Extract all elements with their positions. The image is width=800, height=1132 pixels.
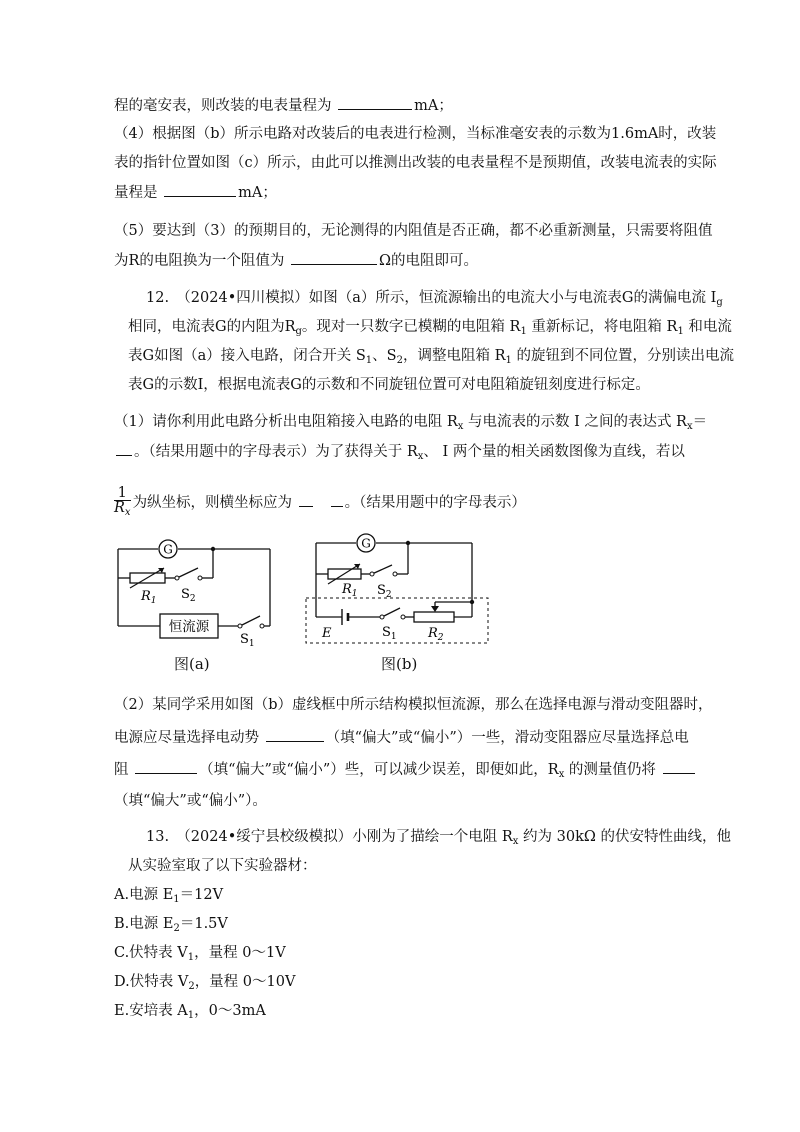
figure-a-caption: 图(a) (174, 655, 210, 673)
s1-label: $S_1$ (240, 632, 255, 649)
question-12-line: 表G的示数I，根据电流表G的示数和不同旋钮位置可对电阻箱旋钮刻度进行标定。 (128, 377, 650, 393)
part-2-line: （2）某同学采用如图（b）虚线框中所示结构模拟恒流源，那么在选择电源与滑动变阻器时， (114, 697, 713, 713)
text-line: 程的毫安表，则改装的电表量程为 mA； (114, 95, 453, 116)
source-label: 恒流源 (168, 619, 210, 635)
question-13-line: 13. （2024•绥宁县校级模拟）小刚为了描绘一个电阻 $R_x$ 约为 30kΩ 的伏安特性曲线，他 (146, 829, 732, 847)
s2-label: $S_2$ (181, 587, 196, 604)
variable-resistor-arrow (328, 564, 360, 584)
answer-blank[interactable] (266, 727, 324, 742)
part-2-line: （填“偏大”或“偏小”）。 (114, 793, 267, 809)
meter-label: G (163, 542, 173, 557)
text-line: （5）要达到（3）的预期目的，无论测得的内阻值是否正确，都不必重新测量，只需要将阻值 (114, 223, 713, 239)
question-12-line: 表G如图（a）接入电路，闭合开关 $S_1$、$S_2$，调整电阻箱 $R_1$ 的旋钮到不同位置，分别读出电流 (128, 348, 734, 366)
fraction: $\frac{1}{R_x}$ (114, 485, 131, 518)
answer-blank[interactable] (135, 759, 197, 774)
text-line: 为R的电阻换为一个阻值为 Ω的电阻即可。 (114, 250, 478, 271)
option-c: C.伏特表 $V_1$，量程 0～1V (114, 945, 286, 963)
option-e: E.安培表 $A_1$，0～3mA (114, 1003, 266, 1021)
s2-label: $S_2$ (377, 583, 392, 600)
emf-label: E (322, 626, 332, 641)
part-1-line: 。（结果用题中的字母表示）为了获得关于 $R_x$、 I 两个量的相关函数图像为直线，若以 (114, 441, 685, 467)
answer-blank[interactable] (663, 759, 695, 774)
constant-source-dashed-box (306, 598, 488, 643)
part-1-line: $\frac{1}{R_x}$ 为纵坐标，则横坐标应为 。（结果用题中的字母表示） (114, 485, 526, 518)
option-a: A.电源 $E_1=12V$ (114, 887, 224, 905)
r1-label: $R_1$ (141, 589, 157, 606)
answer-blank[interactable] (331, 492, 343, 507)
part-2-line: 阻 （填“偏大”或“偏小”）些，可以减少误差，即便如此，$R_x$ 的测量值仍将 (114, 759, 697, 785)
text-line: （4）根据图（b）所示电路对改装后的电表进行检测，当标准毫安表的示数为1.6mA时，改装 (114, 126, 717, 142)
question-12-line: 相同，电流表G的内阻为$R_g$。现对一只数字已模糊的电阻箱 $R_1$ 重新标记，将电阻箱 $R_1$ 和电流 (128, 319, 732, 337)
answer-blank[interactable] (116, 441, 132, 456)
circuit-figure-a (100, 530, 300, 650)
question-12-line: 12. （2024•四川模拟）如图（a）所示，恒流源输出的电流大小与电流表G的满偏电流 $I_g$ (146, 290, 723, 308)
part-2-line: 电源应尽量选择电动势 （填“偏大”或“偏小”）一些，滑动变阻器应尽量选择总电 (114, 727, 689, 748)
slider-arrow-icon (431, 606, 439, 612)
answer-blank[interactable] (299, 492, 313, 507)
answer-blank[interactable] (164, 182, 236, 197)
answer-blank[interactable] (291, 250, 377, 265)
part-1-line: （1）请你利用此电路分析出电阻箱接入电路的电阻 $R_x$ 与电流表的示数 I 之间的表达式 $R_x=$ (114, 414, 708, 432)
answer-blank[interactable] (338, 95, 412, 110)
r2-label: $R_2$ (428, 626, 444, 643)
s1-label: $S_1$ (382, 625, 397, 642)
r1-label: $R_1$ (342, 582, 358, 599)
variable-resistor-arrow (130, 568, 164, 588)
circuit-figure-b (300, 530, 500, 650)
text-line: 表的指针位置如图（c）所示，由此可以推测出改装的电表量程不是预期值，改装电流表的实际 (114, 155, 717, 171)
option-d: D.伏特表 $V_2$，量程 0～10V (114, 974, 296, 992)
option-b: B.电源 $E_2=1.5V$ (114, 916, 228, 934)
text-line: 量程是 mA； (114, 182, 277, 203)
question-13-line: 从实验室取了以下实验器材： (128, 858, 317, 874)
figure-b-caption: 图(b) (381, 655, 418, 673)
meter-label: G (361, 536, 371, 551)
